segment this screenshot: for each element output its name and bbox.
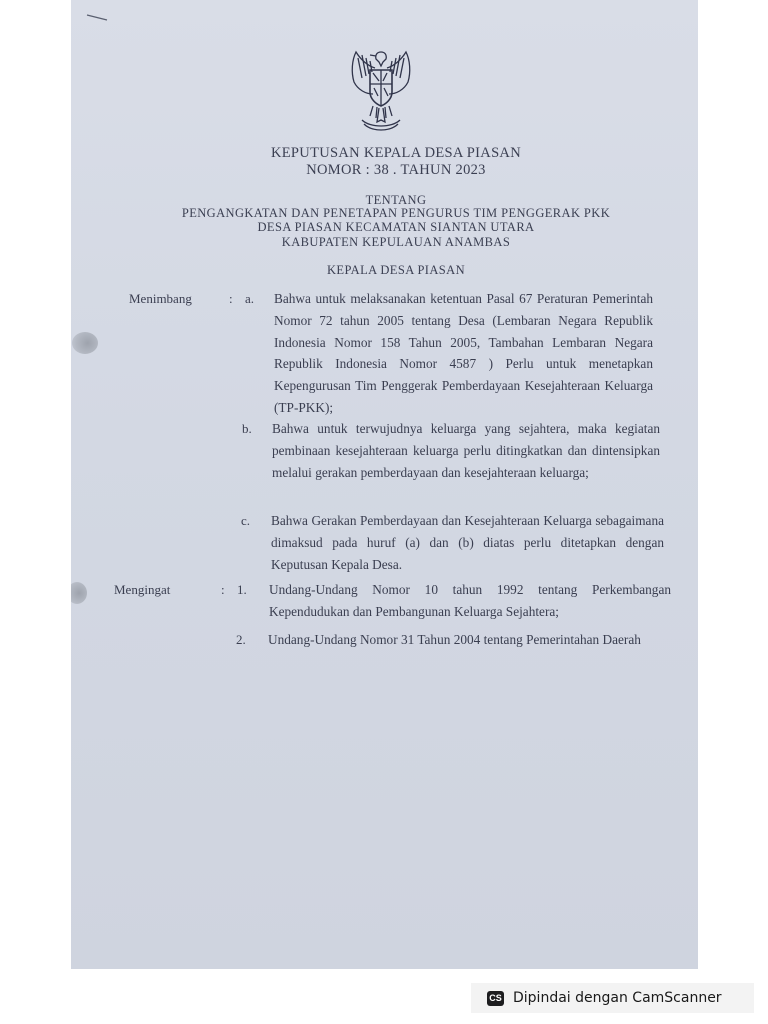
decree-title: KEPUTUSAN KEPALA DESA PIASAN xyxy=(271,145,521,161)
menimbang-colon: : xyxy=(229,291,233,306)
menimbang-item-b: Bahwa untuk terwujudnya keluarga yang sejahtera, maka kegiatan pembinaan kesejahteraan keluarga perlu ditingkatkan dan dintensipkan melalui gerakan pemberdayaan dan kesejahteraan keluarga; xyxy=(272,421,660,480)
menimbang-label: Menimbang xyxy=(129,291,192,306)
garuda-emblem-icon xyxy=(346,42,416,138)
punch-hole-top xyxy=(72,332,98,354)
subject-line-3: KABUPATEN KEPULAUAN ANAMBAS xyxy=(281,235,511,249)
mengingat-marker-1: 1. xyxy=(237,582,247,597)
tentang-label: TENTANG xyxy=(365,193,427,207)
mengingat-colon: : xyxy=(221,582,225,597)
pen-mark xyxy=(85,12,111,22)
camscanner-logo-icon: CS xyxy=(487,991,504,1006)
menimbang-item-c: Bahwa Gerakan Pemberdayaan dan Kesejahteraan Keluarga sebagaimana dimaksud pada huruf (a) dan (b) diatas perlu ditetapkan dengan Keputusan Kepala Desa. xyxy=(271,513,664,572)
issuer-heading: KEPALA DESA PIASAN xyxy=(326,263,466,277)
menimbang-marker-a: a. xyxy=(245,291,255,306)
decree-number: NOMOR : 38 . TAHUN 2023 xyxy=(306,162,486,178)
menimbang-marker-b: b. xyxy=(242,421,252,436)
mengingat-marker-2: 2. xyxy=(236,632,246,647)
camscanner-text: Dipindai dengan CamScanner xyxy=(513,990,722,1006)
mengingat-item-2: Undang-Undang Nomor 31 Tahun 2004 tentang Pemerintahan Daerah xyxy=(268,632,641,647)
mengingat-item-1: Undang-Undang Nomor 10 tahun 1992 tentang Perkembangan Kependudukan dan Pembangunan Keluarga Sejahtera; xyxy=(269,582,671,619)
menimbang-item-a: Bahwa untuk melaksanakan ketentuan Pasal 67 Peraturan Pemerintah Nomor 72 tahun 2005 tentang Desa (Lembaran Negara Republik Indonesia Nomor 158 Tahun 2005, Tambahan Lembaran Negara Republik Indonesia Nomor 4587 ) Perlu untuk menetapkan Kepengurusan Tim Penggerak Pemberdayaan Kesejahteraan Keluarga (TP-PKK); xyxy=(274,291,653,415)
menimbang-marker-c: c. xyxy=(241,513,251,528)
punch-hole-bottom xyxy=(71,582,87,604)
mengingat-label: Mengingat xyxy=(114,582,171,597)
subject-line-2: DESA PIASAN KECAMATAN SIANTAN UTARA xyxy=(257,220,535,234)
camscanner-watermark xyxy=(471,983,754,1013)
subject-line-1: PENGANGKATAN DAN PENETAPAN PENGURUS TIM PENGGERAK PKK xyxy=(181,206,611,220)
scanned-page xyxy=(71,0,698,969)
